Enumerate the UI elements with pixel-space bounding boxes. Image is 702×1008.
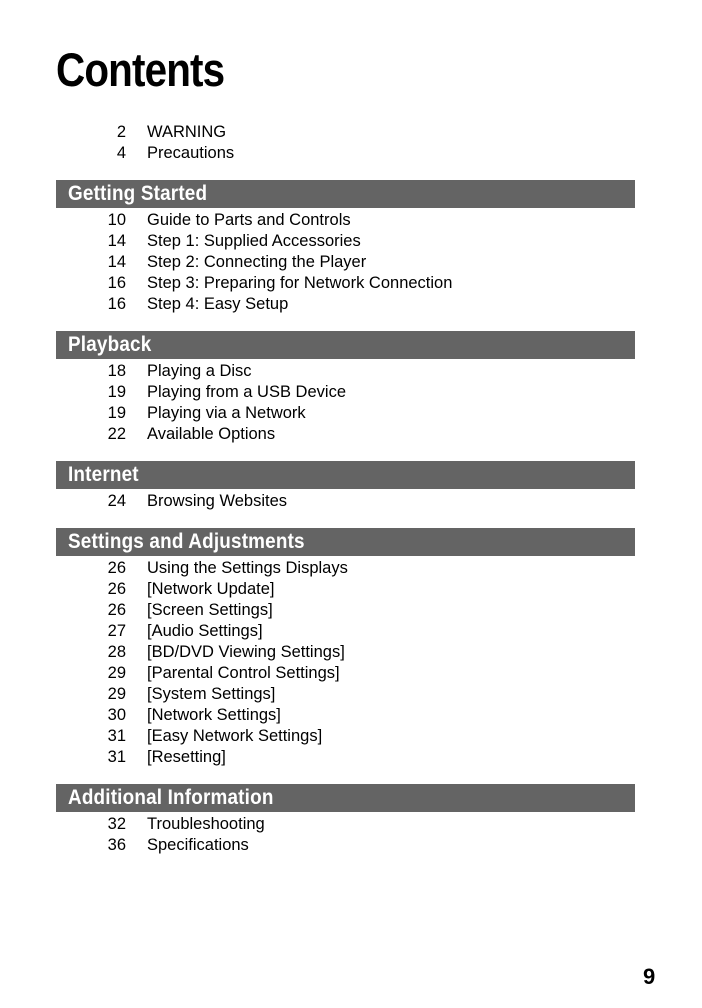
toc-entry-label: [BD/DVD Viewing Settings] — [147, 643, 345, 661]
toc-page-number: 36 — [107, 836, 126, 854]
section-heading: Settings and Adjustments — [68, 530, 305, 553]
section-header — [56, 461, 635, 489]
toc-entry[interactable] — [56, 726, 635, 747]
toc-entry-label: [Network Update] — [147, 580, 275, 598]
toc-entry-label: Step 1: Supplied Accessories — [147, 232, 361, 250]
toc-entry[interactable] — [56, 361, 635, 382]
toc-entry[interactable] — [56, 747, 635, 768]
toc-entry[interactable] — [56, 621, 635, 642]
toc-entry-label: [Parental Control Settings] — [147, 664, 340, 682]
toc-page-number: 19 — [107, 404, 126, 422]
toc-entry[interactable] — [56, 579, 635, 600]
section-getting-started — [56, 180, 635, 315]
toc-entry-label: [Resetting] — [147, 748, 226, 766]
toc-entry-label: [Easy Network Settings] — [147, 727, 323, 745]
toc-entry[interactable] — [56, 252, 635, 273]
toc-page-number: 29 — [107, 685, 126, 703]
toc-entry-label: Using the Settings Displays — [147, 559, 348, 577]
section-heading: Additional Information — [68, 786, 274, 809]
toc-page-number: 10 — [107, 211, 126, 229]
toc-page-number: 31 — [107, 727, 126, 745]
section-heading: Internet — [68, 463, 139, 486]
section-playback — [56, 331, 635, 445]
toc-entry[interactable] — [56, 600, 635, 621]
toc-page-number: 2 — [116, 123, 126, 141]
toc-entry-label: Available Options — [147, 425, 276, 443]
toc-entry-label: [System Settings] — [147, 685, 276, 703]
toc-page-number: 22 — [107, 425, 126, 443]
toc-page-number: 30 — [107, 706, 126, 724]
toc-page-number: 31 — [107, 748, 126, 766]
toc-entry-label: Guide to Parts and Controls — [147, 211, 351, 229]
section-header — [56, 180, 635, 208]
toc-page-number: 24 — [107, 492, 126, 510]
toc-entry-label: Browsing Websites — [147, 492, 288, 510]
toc-page-number: 26 — [107, 580, 126, 598]
section-header — [56, 331, 635, 359]
section-heading: Playback — [68, 333, 152, 356]
toc-entry[interactable] — [56, 705, 635, 726]
toc-page-number: 28 — [107, 643, 126, 661]
toc-page-number: 16 — [107, 295, 126, 313]
toc-entry[interactable] — [56, 663, 635, 684]
toc-page-number: 27 — [107, 622, 126, 640]
section-header — [56, 528, 635, 556]
toc-entry[interactable] — [56, 491, 635, 512]
toc-entry-label: Step 3: Preparing for Network Connection — [147, 274, 453, 292]
toc-entry-label: Playing a Disc — [147, 362, 252, 380]
toc-entry[interactable] — [56, 835, 635, 856]
section-additional-information — [56, 784, 635, 856]
toc-entry-label: [Screen Settings] — [147, 601, 273, 619]
toc-entry[interactable] — [56, 558, 635, 579]
section-heading: Getting Started — [68, 182, 208, 205]
toc-entry-label: Troubleshooting — [147, 815, 265, 833]
toc-entry[interactable] — [56, 424, 635, 445]
toc-page-number: 29 — [107, 664, 126, 682]
toc-entry[interactable] — [56, 403, 635, 424]
toc-entry-label: [Network Settings] — [147, 706, 281, 724]
section-header — [56, 784, 635, 812]
toc-entry[interactable] — [56, 122, 635, 143]
section-internet — [56, 461, 635, 512]
toc-entry[interactable] — [56, 231, 635, 252]
toc-entry[interactable] — [56, 814, 635, 835]
toc-entry[interactable] — [56, 382, 635, 403]
toc-entry[interactable] — [56, 294, 635, 315]
toc-page-number: 18 — [107, 362, 126, 380]
section-settings-and-adjustments — [56, 528, 635, 768]
toc-page-number: 14 — [107, 253, 126, 271]
toc-entry[interactable] — [56, 143, 635, 164]
toc-entry-label: Precautions — [147, 144, 235, 162]
toc-entry-label: Specifications — [147, 836, 249, 854]
page-number: 9 — [643, 964, 656, 989]
toc-page-number: 14 — [107, 232, 126, 250]
page-title: Contents — [56, 43, 225, 96]
toc-entry-label: Step 4: Easy Setup — [147, 295, 289, 313]
toc-page-number: 16 — [107, 274, 126, 292]
toc-entry-label: Playing from a USB Device — [147, 383, 346, 401]
toc-entry[interactable] — [56, 684, 635, 705]
toc-entry-label: WARNING — [147, 123, 227, 141]
toc-page-number: 19 — [107, 383, 126, 401]
toc-page-number: 32 — [107, 815, 126, 833]
toc-page-number: 26 — [107, 601, 126, 619]
toc-entry[interactable] — [56, 210, 635, 231]
toc-entry[interactable] — [56, 642, 635, 663]
intro-block — [56, 122, 635, 164]
toc-entry-label: [Audio Settings] — [147, 622, 263, 640]
toc-entry-label: Step 2: Connecting the Player — [147, 253, 367, 271]
toc-entry[interactable] — [56, 273, 635, 294]
toc-page-number: 4 — [116, 144, 126, 162]
toc-entry-label: Playing via a Network — [147, 404, 306, 422]
toc-page-number: 26 — [107, 559, 126, 577]
